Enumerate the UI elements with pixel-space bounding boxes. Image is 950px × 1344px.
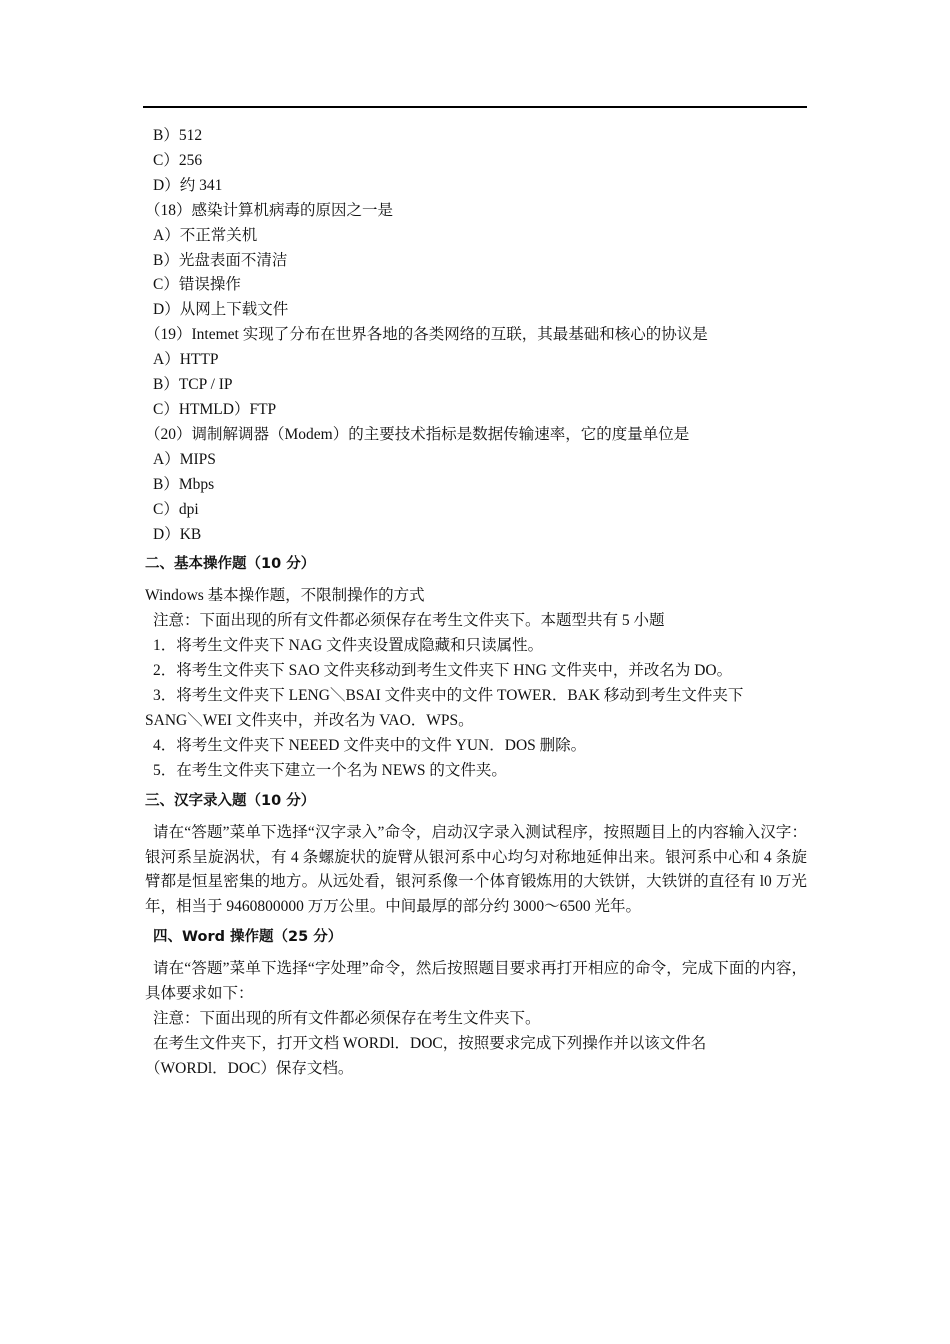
question-19: （19）Intemet 实现了分布在世界各地的各类网络的互联，其最基础和核心的协议是 — [145, 326, 708, 344]
section-3-heading: 三、汉字录入题（10 分） — [145, 792, 316, 809]
question-20: （20）调制解调器（Modem）的主要技术指标是数据传输速率，它的度量单位是 — [145, 425, 690, 443]
option-line: C）256 — [153, 151, 203, 169]
document-body — [145, 124, 807, 1082]
option-line: C）dpi — [153, 500, 199, 518]
header-rule — [143, 106, 807, 108]
option-line: D）从网上下载文件 — [153, 301, 289, 319]
section-2-heading: 二、基本操作题（10 分） — [145, 556, 316, 573]
section-4-heading: 四、Word 操作题（25 分） — [153, 929, 343, 946]
section-3-paragraph: 请在“答题”菜单下选择“汉字录入”命令，启动汉字录入测试程序，按照题目上的内容输入汉字：银河系呈旋涡状，有 4 条螺旋状的旋臂从银河系中心均匀对称地延伸出来。银河系中心和 4 条旋臂都是恒星密集的地方。从远处看，银河系像一个体育锻炼用的大铁饼，大铁饼的直径有 l0 万光年，相当于 9460800000 万万公里。中间最厚的部分约 3000～6500 光年。 — [145, 823, 807, 916]
option-line: B）光盘表面不清洁 — [153, 251, 288, 269]
option-line: A）MIPS — [153, 450, 216, 468]
task-item-3-continued: SANG＼WEI 文件夹中，并改名为 VAO．WPS。 — [145, 711, 474, 729]
task-item-3: 3．将考生文件夹下 LENG＼BSAI 文件夹中的文件 TOWER．BAK 移动到考生文件夹下 — [153, 687, 744, 705]
option-line: A）HTTP — [153, 351, 219, 369]
section-4-paragraph: 请在“答题”菜单下选择“字处理”命令，然后按照题目要求再打开相应的命令，完成下面的内容，具体要求如下： — [145, 960, 807, 1003]
section-4-instruction-continued: （WORDl．DOC）保存文档。 — [145, 1059, 354, 1077]
option-line: B）512 — [153, 127, 203, 144]
question-18: （18）感染计算机病毒的原因之一是 — [145, 201, 394, 219]
task-item-4: 4．将考生文件夹下 NEEED 文件夹中的文件 YUN．DOS 删除。 — [153, 736, 587, 754]
option-line: A）不正常关机 — [153, 226, 258, 244]
task-item-2: 2．将考生文件夹下 SAO 文件夹移动到考生文件夹下 HNG 文件夹中，并改名为 DO。 — [153, 662, 733, 680]
section-4-note: 注意：下面出现的所有文件都必须保存在考生文件夹下。 — [153, 1010, 541, 1028]
section-4-instruction: 在考生文件夹下，打开文档 WORDl．DOC，按照要求完成下列操作并以该文件名 — [153, 1035, 707, 1052]
option-line: B）TCP / IP — [153, 376, 233, 394]
option-line: C）错误操作 — [153, 276, 241, 294]
option-line: D）KB — [153, 525, 202, 543]
option-line: D）约 341 — [153, 176, 223, 194]
task-item-5: 5．在考生文件夹下建立一个名为 NEWS 的文件夹。 — [153, 761, 507, 779]
section-2-intro: Windows 基本操作题，不限制操作的方式 — [145, 587, 425, 605]
task-item-1: 1．将考生文件夹下 NAG 文件夹设置成隐藏和只读属性。 — [153, 637, 544, 655]
option-line: B）Mbps — [153, 475, 215, 493]
section-2-note: 注意：下面出现的所有文件都必须保存在考生文件夹下。本题型共有 5 小题 — [153, 612, 665, 630]
option-line: C）HTMLD）FTP — [153, 400, 277, 418]
